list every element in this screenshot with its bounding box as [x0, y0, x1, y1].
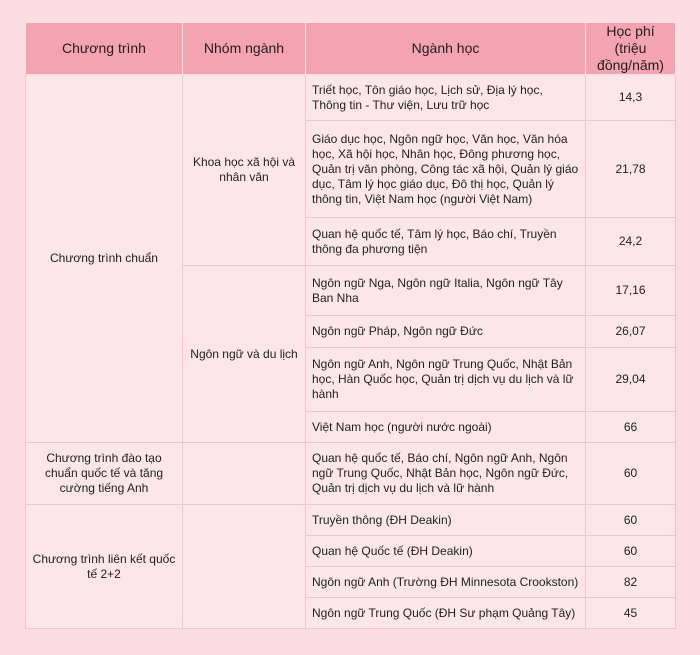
- table-row: [26, 443, 676, 505]
- fee-cell: 24,2: [586, 218, 676, 266]
- major-cell: Ngôn ngữ Anh (Trường ĐH Minnesota Crookston): [306, 567, 586, 598]
- fee-cell: 82: [586, 567, 676, 598]
- major-cell: Triết học, Tôn giáo học, Lịch sử, Địa lý học, Thông tin - Thư viện, Lưu trữ học: [306, 75, 586, 121]
- major-cell: Giáo dục học, Ngôn ngữ học, Văn học, Văn hóa học, Xã hội học, Nhân học, Đông phương học, Quản trị văn phòng, Công tác xã hội, Quản lý giáo dục, Tâm lý học giáo dục, Đô thị học, Quản lý thông tin, Việt Nam học (người Việt Nam): [306, 121, 586, 218]
- group-cell: [183, 505, 306, 629]
- group-cell: [183, 443, 306, 505]
- fee-cell: 21,78: [586, 121, 676, 218]
- major-cell: Ngôn ngữ Anh, Ngôn ngữ Trung Quốc, Nhật Bản học, Hàn Quốc học, Quản trị dịch vụ du lịch và lữ hành: [306, 348, 586, 412]
- fee-cell: 26,07: [586, 316, 676, 348]
- fee-cell: 60: [586, 505, 676, 536]
- program-cell: Chương trình liên kết quốc tế 2+2: [26, 505, 183, 629]
- major-cell: Quan hệ quốc tế, Tâm lý học, Báo chí, Truyền thông đa phương tiện: [306, 218, 586, 266]
- group-cell: Ngôn ngữ và du lịch: [183, 266, 306, 443]
- major-cell: Ngôn ngữ Pháp, Ngôn ngữ Đức: [306, 316, 586, 348]
- fee-cell: 60: [586, 443, 676, 505]
- program-cell: Chương trình đào tạo chuẩn quốc tế và tăng cường tiếng Anh: [26, 443, 183, 505]
- fee-cell: 14,3: [586, 75, 676, 121]
- major-cell: Việt Nam học (người nước ngoài): [306, 412, 586, 443]
- major-cell: Ngôn ngữ Nga, Ngôn ngữ Italia, Ngôn ngữ Tây Ban Nha: [306, 266, 586, 316]
- fee-cell: 60: [586, 536, 676, 567]
- table-header-row: [26, 23, 676, 75]
- header-program: Chương trình: [26, 23, 183, 75]
- header-fee: Học phí (triệu đồng/năm): [586, 23, 676, 75]
- tuition-table: [25, 22, 676, 629]
- group-cell: Khoa học xã hội và nhân văn: [183, 75, 306, 266]
- fee-cell: 45: [586, 598, 676, 629]
- program-cell: Chương trình chuẩn: [26, 75, 183, 443]
- header-major: Ngành học: [306, 23, 586, 75]
- major-cell: Truyền thông (ĐH Deakin): [306, 505, 586, 536]
- fee-cell: 17,16: [586, 266, 676, 316]
- major-cell: Ngôn ngữ Trung Quốc (ĐH Sư phạm Quảng Tây): [306, 598, 586, 629]
- table-row: [26, 75, 676, 121]
- tuition-table-container: [25, 22, 675, 629]
- fee-cell: 29,04: [586, 348, 676, 412]
- major-cell: Quan hệ Quốc tế (ĐH Deakin): [306, 536, 586, 567]
- fee-cell: 66: [586, 412, 676, 443]
- header-group: Nhóm ngành: [183, 23, 306, 75]
- table-row: [26, 505, 676, 536]
- major-cell: Quan hệ quốc tế, Báo chí, Ngôn ngữ Anh, Ngôn ngữ Trung Quốc, Nhật Bản học, Ngôn ngữ Đức, Quản trị dịch vụ du lịch và lữ hành: [306, 443, 586, 505]
